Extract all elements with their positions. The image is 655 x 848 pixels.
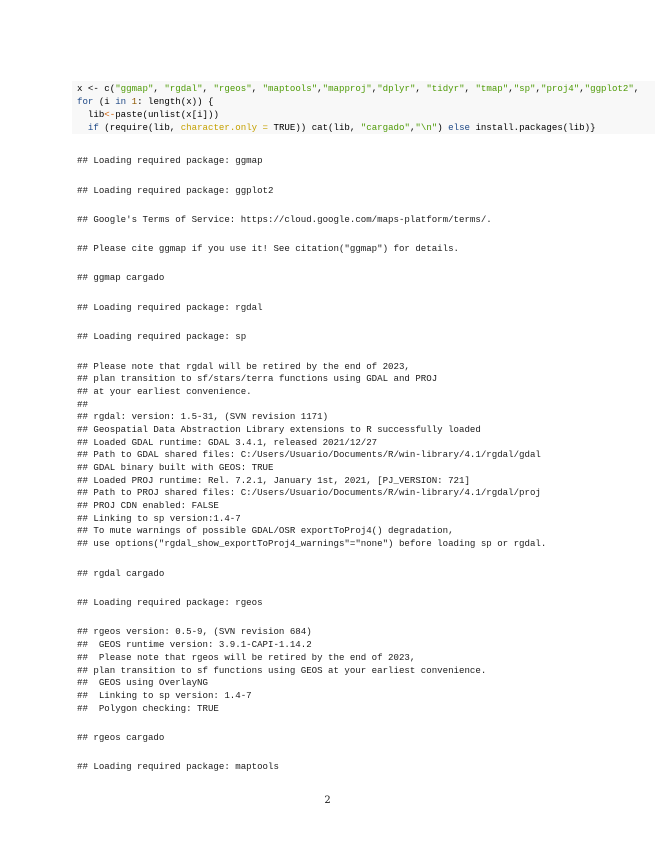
output-line: ## Please note that rgeos will be retired by the end of 2023, (77, 652, 416, 663)
output-line: ## GDAL binary built with GEOS: TRUE (77, 462, 274, 473)
output-line: ## Path to PROJ shared files: C:/Users/Usuario/Documents/R/win-library/4.1/rgdal/proj (77, 487, 541, 498)
output-line: ## use options("rgdal_show_exportToProj4_warnings"="none") before loading sp or rgdal. (77, 538, 547, 549)
output-line: ## rgdal: version: 1.5-31, (SVN revision 1171) (77, 411, 329, 422)
output-line: ## Loading required package: ggplot2 (77, 185, 274, 196)
output-line: ## Path to GDAL shared files: C:/Users/Usuario/Documents/R/win-library/4.1/rgdal/gdal (77, 449, 541, 460)
output-line: ## Please cite ggmap if you use it! See citation("ggmap") for details. (77, 243, 459, 254)
code-line-2: for (i in 1: length(x)) { (77, 96, 214, 107)
output-line: ## Loading required package: ggmap (77, 155, 263, 166)
output-line: ## plan transition to sf/stars/terra functions using GDAL and PROJ (77, 373, 438, 384)
output-line: ## Loading required package: maptools (77, 761, 279, 772)
output-line: ## (77, 399, 88, 410)
output-line: ## Loaded GDAL runtime: GDAL 3.4.1, released 2021/12/27 (77, 437, 378, 448)
output-line: ## To mute warnings of possible GDAL/OSR exportToProj4() degradation, (77, 525, 454, 536)
output-line: ## Loaded PROJ runtime: Rel. 7.2.1, January 1st, 2021, [PJ_VERSION: 721] (77, 475, 470, 486)
output-line: ## PROJ CDN enabled: FALSE (77, 500, 219, 511)
output-line: ## Loading required package: rgeos (77, 597, 263, 608)
code-line-3: lib<-paste(unlist(x[i])) (77, 109, 219, 120)
output-line: ## Geospatial Data Abstraction Library extensions to R successfully loaded (77, 424, 481, 435)
page-number: 2 (324, 795, 331, 806)
output-line: ## plan transition to sf functions using GEOS at your earliest convenience. (77, 665, 487, 676)
code-line-4: if (require(lib, character.only = TRUE)) cat(lib, "cargado","\n") else install.packages(lib)} (87, 122, 596, 133)
output-line: ## GEOS using OverlayNG (77, 677, 208, 688)
output-line: ## rgeos cargado (77, 732, 165, 743)
output-line: ## Loading required package: rgdal (77, 302, 263, 313)
code-line-1: x <- c("ggmap", "rgdal", "rgeos", "maptools","mapproj","dplyr", "tidyr", "tmap","sp","proj4","ggplot2", (77, 83, 640, 94)
output-line: ## Linking to sp version: 1.4-7 (77, 690, 252, 701)
output-line: ## Polygon checking: TRUE (77, 703, 219, 714)
output-line: ## rgdal cargado (77, 568, 165, 579)
r-code-chunk (72, 81, 655, 134)
output-line: ## at your earliest convenience. (77, 386, 252, 397)
output-line: ## Linking to sp version:1.4-7 (77, 513, 241, 524)
output-line: ## Please note that rgdal will be retired by the end of 2023, (77, 361, 410, 372)
output-line: ## Loading required package: sp (77, 331, 247, 342)
output-line: ## rgeos version: 0.5-9, (SVN revision 684) (77, 626, 312, 637)
output-line: ## ggmap cargado (77, 272, 165, 283)
output-line: ## GEOS runtime version: 3.9.1-CAPI-1.14.2 (77, 639, 312, 650)
output-line: ## Google's Terms of Service: https://cloud.google.com/maps-platform/terms/. (77, 214, 492, 225)
